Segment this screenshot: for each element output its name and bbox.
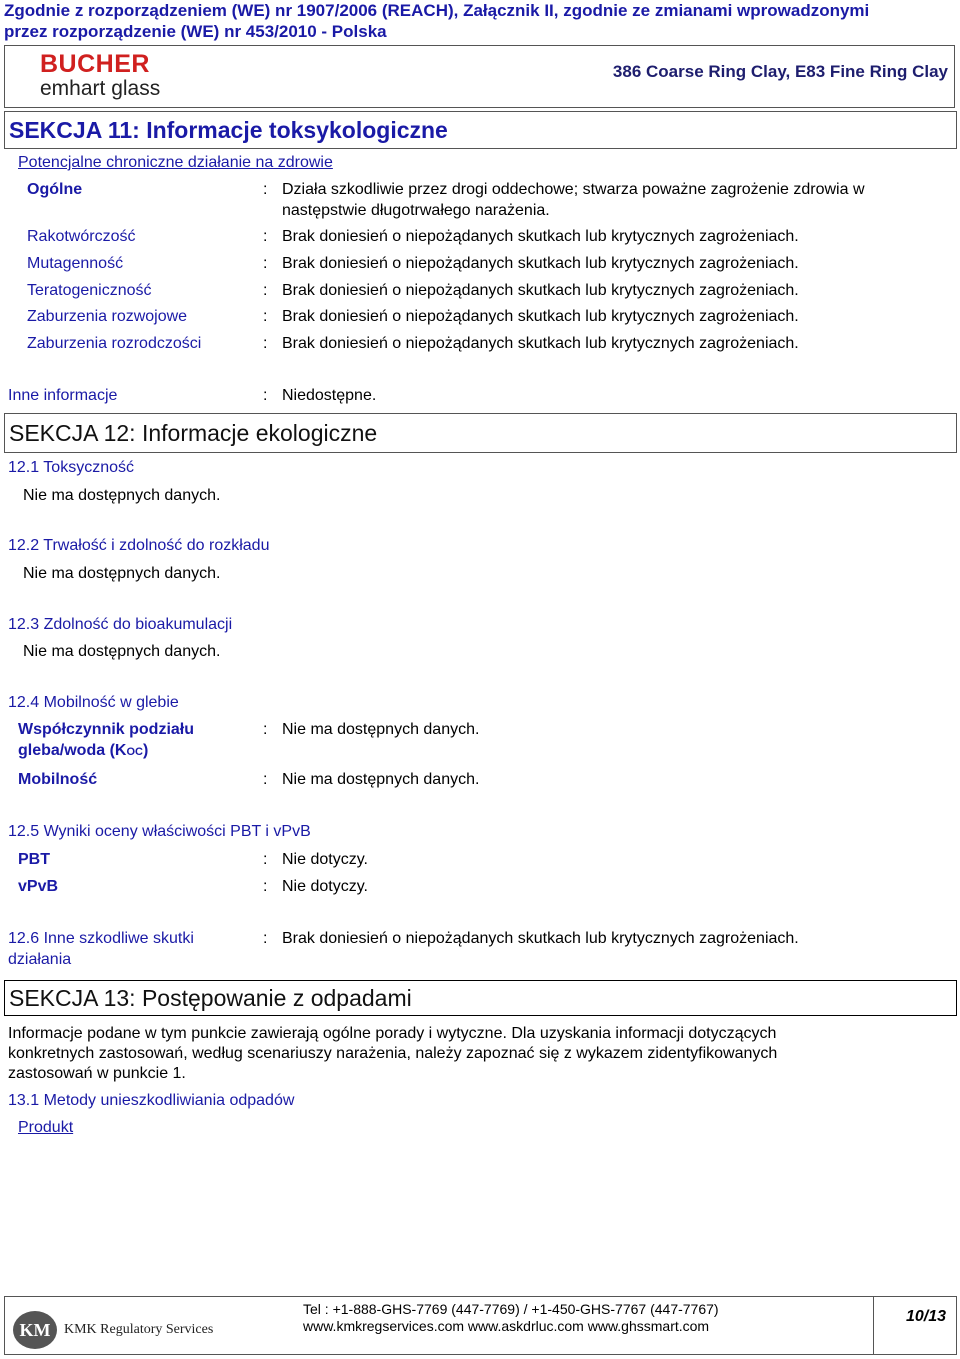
footer-websites: www.kmkregservices.com www.askdrluc.com www.ghssmart.com [303,1318,710,1334]
colon: : [263,878,268,895]
value-developmental: Brak doniesień o niepożądanych skutkach lub krytycznych zagrożeniach. [282,308,799,325]
bucher-logo: BUCHER [40,50,150,78]
label-koc-2 [18,741,148,762]
section-13-title: SEKCJA 13: Postępowanie z odpadami [4,980,957,1016]
row-developmental [27,307,957,327]
row-general [27,180,957,200]
header-title-line2: przez rozporządzenie (WE) nr 453/2010 - Polska [4,22,387,41]
s12-4-title: 12.4 Mobilność w glebie [8,694,179,711]
row-carcinogenicity [27,227,957,247]
value-pbt: Nie dotyczy. [282,851,368,868]
row-mutagenicity [27,254,957,274]
s13-intro-line1: Informacje podane w tym punkcie zawierają ogólne porady i wytyczne. Dla uzyskania informacji dotyczących [8,1025,777,1042]
s12-1-value: Nie ma dostępnych danych. [23,487,221,504]
kmk-company-name: KMK Regulatory Services [64,1322,214,1337]
label-koc-sub: OC [126,746,143,758]
section-12-title: SEKCJA 12: Informacje ekologiczne [4,413,957,453]
s12-3-title: 12.3 Zdolność do bioakumulacji [8,616,233,633]
chronic-effects-subtitle: Potencjalne chroniczne działanie na zdrowie [18,154,333,171]
value-mobility: Nie ma dostępnych danych. [282,771,480,788]
value-general-2: następstwie długotrwałego narażenia. [282,202,550,219]
value-other-effects: Brak doniesień o niepożądanych skutkach lub krytycznych zagrożeniach. [282,930,799,947]
colon: : [263,930,268,947]
footer-tel: Tel : +1-888-GHS-7769 (447-7769) / +1-450-GHS-7767 (447-7767) [303,1301,719,1317]
s13-intro-line3: zastosowań w punkcie 1. [8,1065,186,1082]
colon: : [263,308,268,325]
s13-intro [8,1024,948,1084]
emhart-glass-logo: emhart glass [40,77,161,100]
page-number: 10/13 [905,1308,946,1325]
colon: : [263,721,268,738]
s12-5-title: 12.5 Wyniki oceny właściwości PBT i vPvB [8,823,311,840]
s12-6-title-1: 12.6 Inne szkodliwe skutki [8,930,194,947]
label-vpvb: vPvB [18,878,59,895]
row-teratogenicity [27,281,957,301]
label-carcinogenicity: Rakotwórczość [27,228,136,245]
value-reproductive: Brak doniesień o niepożądanych skutkach lub krytycznych zagrożeniach. [282,335,799,352]
value-koc: Nie ma dostępnych danych. [282,721,480,738]
colon: : [263,228,268,245]
row-reproductive [27,334,957,354]
label-mobility: Mobilność [18,771,98,788]
value-carcinogenicity: Brak doniesień o niepożądanych skutkach lub krytycznych zagrożeniach. [282,228,799,245]
label-koc-end: ) [142,742,149,759]
header-title-line1: Zgodnie z rozporządzeniem (WE) nr 1907/2006 (REACH), Załącznik II, zgodnie ze zmianami wprowadzonymi [4,1,870,20]
document-header [4,0,954,42]
value-general-1: Działa szkodliwie przez drogi oddechowe; stwarza poważne zagrożenie zdrowia w [282,181,865,198]
row-other-info [8,386,948,406]
label-koc-1: Współczynnik podziału [18,721,195,738]
value-vpvb: Nie dotyczy. [282,878,368,895]
s12-2-title: 12.2 Trwałość i zdolność do rozkładu [8,537,270,554]
s12-3-value: Nie ma dostępnych danych. [23,643,221,660]
section-11-title: SEKCJA 11: Informacje toksykologiczne [4,111,957,149]
kmk-logo-icon: KM [13,1311,57,1349]
colon: : [263,255,268,272]
label-general: Ogólne [27,181,83,198]
colon: : [263,335,268,352]
s12-6-title-2: działania [8,951,72,968]
colon: : [263,181,268,198]
value-teratogenicity: Brak doniesień o niepożądanych skutkach lub krytycznych zagrożeniach. [282,282,799,299]
label-koc-text: gleba/woda (K [18,742,127,759]
product-name: 386 Coarse Ring Clay, E83 Fine Ring Clay [612,62,948,81]
s13-intro-line2: konkretnych zastosowań, według scenariuszy narażenia, należy zapoznać się z wykazem zidentyfikowanych [8,1045,778,1062]
colon: : [263,387,268,404]
footer-divider [873,1296,874,1355]
label-pbt: PBT [18,851,50,868]
colon: : [263,282,268,299]
label-other-info: Inne informacje [8,387,118,404]
label-developmental: Zaburzenia rozwojowe [27,308,188,325]
colon: : [263,851,268,868]
s13-1-title: 13.1 Metody unieszkodliwiania odpadów [8,1092,295,1109]
value-other-info: Niedostępne. [282,387,377,404]
colon: : [263,771,268,788]
s12-1-title: 12.1 Toksyczność [8,459,134,476]
label-reproductive: Zaburzenia rozrodczości [27,335,202,352]
value-mutagenicity: Brak doniesień o niepożądanych skutkach lub krytycznych zagrożeniach. [282,255,799,272]
label-teratogenicity: Teratogeniczność [27,282,152,299]
s12-2-value: Nie ma dostępnych danych. [23,565,221,582]
label-mutagenicity: Mutagenność [27,255,124,272]
product-label: Produkt [18,1119,74,1136]
